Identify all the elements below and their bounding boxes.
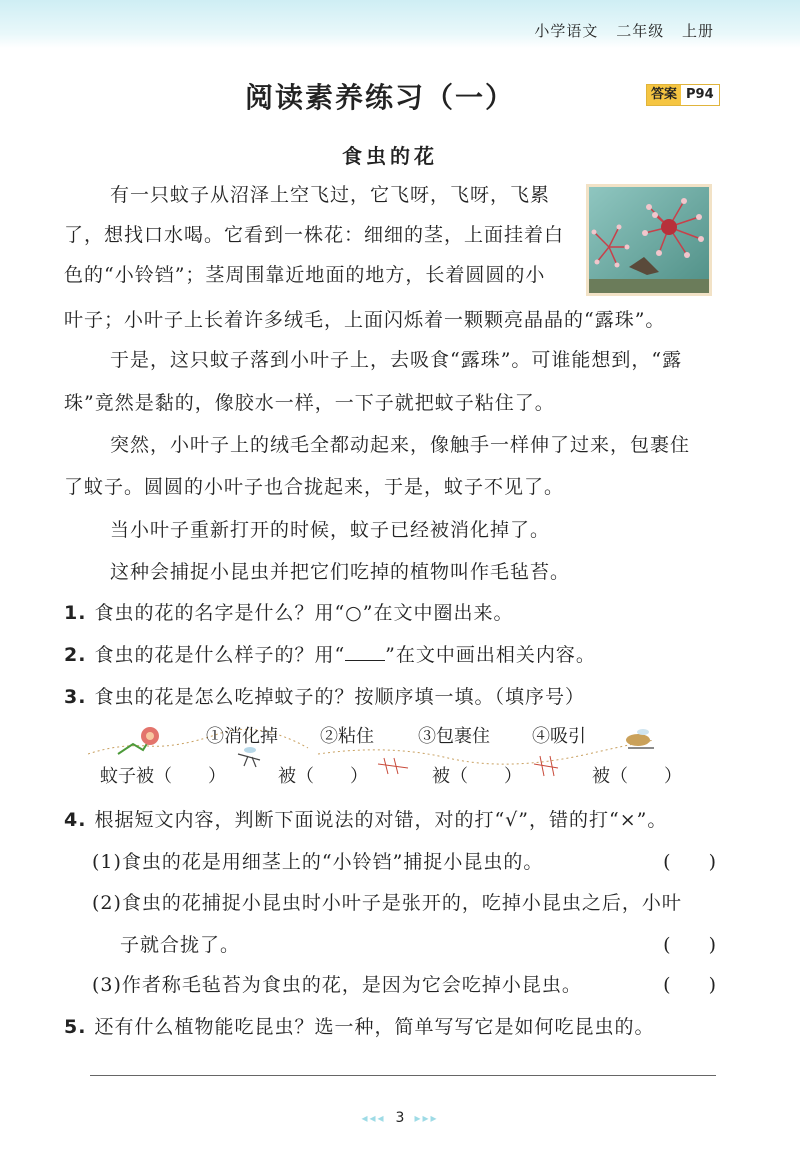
judgement-item-3: (3)作者称毛毡苔为食虫的花，是因为它会吃掉小昆虫。 [92,974,582,996]
option-2: ②粘住 [320,726,374,747]
sequence-blank-3[interactable]: 被（ ） [432,766,522,787]
option-4: ④吸引 [532,726,586,747]
option-1: ①消化掉 [206,726,278,747]
question-1 [64,598,513,625]
answer-badge-page: P94 [681,85,719,105]
mosquito-icon [238,754,260,767]
underline-symbol [345,642,385,661]
answer-paren-3[interactable]: ( ) [663,974,716,996]
option-3: ③包裹住 [418,726,490,747]
question-5 [64,1012,654,1039]
question-2 [64,640,596,667]
sequence-blank-1[interactable]: 蚊子被（ ） [100,766,226,787]
question-text: 还有什么植物能吃昆虫？选一种，简单写写它是如何吃昆虫的。 [94,1016,655,1038]
grade-label: 二年级 [616,22,665,40]
story-line: 了，想找口水喝。它看到一株花：细细的茎，上面挂着白 [64,224,565,246]
subject-label: 小学语文 [534,22,599,40]
story-line: 当小叶子重新打开的时候，蚊子已经被消化掉了。 [110,519,551,541]
question-number: 4. [64,809,87,831]
answer-paren-1[interactable]: ( ) [663,851,716,873]
question-4 [64,805,667,832]
page-number: 3 [395,1110,405,1126]
page-title: 阅读素养练习（一） [244,81,515,114]
question-3 [64,682,585,709]
story-line: 了蚊子。圆圆的小叶子也合拢起来，于是，蚊子不见了。 [64,476,565,498]
volume-label: 上册 [681,22,714,40]
question-text: 食虫的花是怎么吃掉蚊子的？按顺序填一填。（填序号） [94,686,585,708]
sequence-blank-2[interactable]: 被（ ） [278,766,368,787]
sequence-blank-4[interactable]: 被（ ） [592,766,682,787]
answer-badge-label: 答案 [647,85,681,105]
judgement-item-1: (1)食虫的花是用细茎上的“小铃铛”捕捉小昆虫的。 [92,851,544,873]
judgement-item-2: (2)食虫的花捕捉小昆虫时小叶子是张开的，吃掉小昆虫之后，小叶 [92,892,682,914]
story-line: 珠”竟然是黏的，像胶水一样，一下子就把蚊子粘住了。 [64,392,555,414]
answer-badge[interactable] [646,84,720,106]
story-line: 于是，这只蚊子落到小叶子上，去吸食“露珠”。可谁能想到，“露 [110,349,683,371]
story-line: 色的“小铃铛”；茎周围靠近地面的地方，长着圆圆的小 [64,264,546,286]
question-number: 3. [64,686,87,708]
arrows-left-icon: ◂◂◂ [361,1111,386,1125]
question-text: ”在文中画出相关内容。 [385,644,596,666]
wrapped-mosquito-icon [534,756,558,776]
answer-paren-2[interactable]: ( ) [663,934,716,956]
question-number: 1. [64,602,87,624]
question-text: 食虫的花的名字是什么？用“○”在文中圈出来。 [94,602,514,624]
question-text: 食虫的花是什么样子的？用“ [94,644,346,666]
question-number: 2. [64,644,87,666]
story-line: 叶子；小叶子上长着许多绒毛，上面闪烁着一颗颗亮晶晶的“露珠”。 [64,309,666,331]
arrows-right-icon: ▸▸▸ [414,1111,439,1125]
question-text: 根据短文内容，判断下面说法的对错，对的打“√”，错的打“×”。 [94,809,668,831]
book-header [522,20,714,41]
page-footer [0,1110,800,1126]
judgement-item-2-cont: 子就合拢了。 [120,934,241,956]
answer-line[interactable] [90,1075,716,1076]
story-line: 有一只蚊子从沼泽上空飞过，它飞呀，飞呀，飞累 [110,184,551,206]
sundew-photo [586,184,712,296]
story-title: 食虫的花 [342,144,438,168]
flying-mosquito-icon [626,729,654,748]
story-line: 突然，小叶子上的绒毛全都动起来，像触手一样伸了过来，包裹住 [110,434,691,456]
trapped-mosquito-icon [378,758,408,774]
story-line: 这种会捕捉小昆虫并把它们吃掉的植物叫作毛毡苔。 [110,561,571,583]
question-number: 5. [64,1016,87,1038]
